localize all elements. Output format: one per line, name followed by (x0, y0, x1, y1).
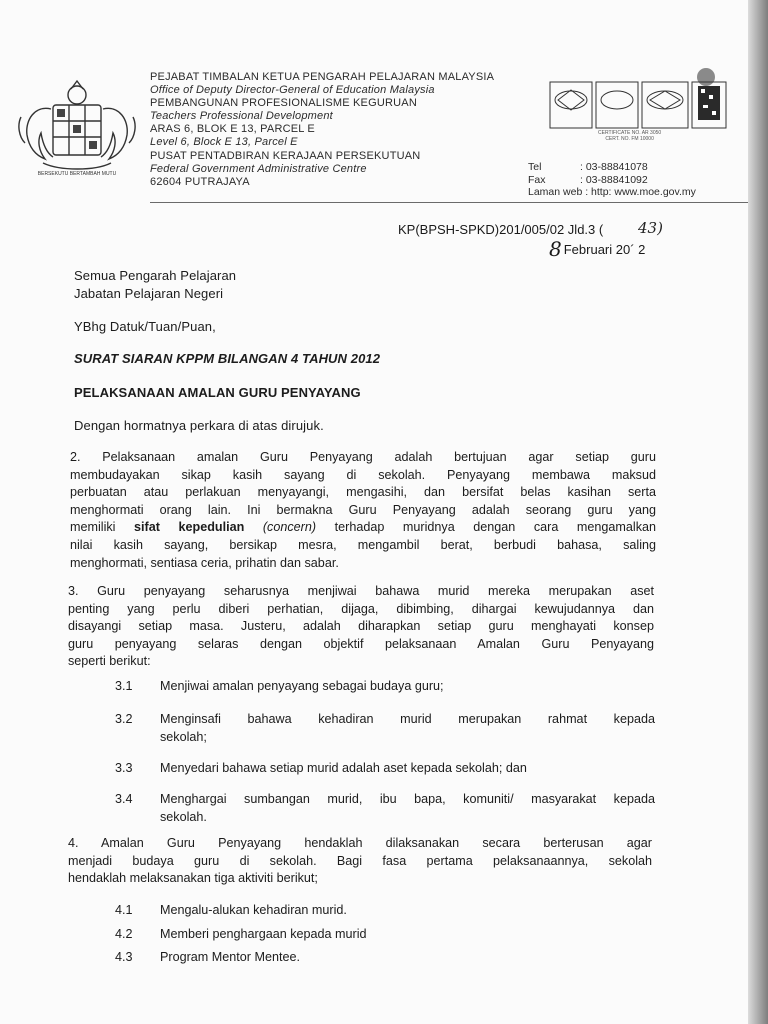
cert-caption-1: CERTIFICATE NO. AR 3050 (598, 130, 662, 136)
address-postcode: 62604 PUTRAJAYA (150, 175, 250, 188)
para3-line: penting yang perlu diberi perhatian, dijaga, dibimbing, dihargai kewujudannya dan (68, 601, 654, 616)
objective-line: Menghargai sumbangan murid, ibu bapa, komuniti/ masyarakat kepada (160, 792, 655, 806)
fax-value: : 03-88841092 (580, 173, 648, 186)
activity-text: Program Mentor Mentee. (160, 950, 300, 964)
cert-caption (598, 130, 661, 142)
objective-number: 3.4 (115, 792, 133, 806)
paragraph-3 (68, 583, 654, 671)
objective-line: sekolah. (160, 809, 207, 824)
objective-item (115, 678, 655, 698)
certification-logos-icon (548, 78, 728, 136)
para4-line: menjadi budaya guru di sekolah. Bagi fasa pertama pelaksanaannya, sekolah (68, 853, 652, 868)
reference-handwritten: 43) (638, 219, 663, 237)
crest-caption: BERSEKUTU BERTAMBAH MUTU (37, 171, 117, 177)
para2-line: 2. Pelaksanaan amalan Guru Penyayang adalah bertujuan agar setiap guru (70, 450, 656, 464)
address-level-en: Level 6, Block E 13, Parcel E (150, 136, 298, 149)
objective-item (115, 791, 655, 827)
scan-edge (748, 0, 768, 1024)
objective-number: 3.2 (115, 712, 133, 726)
para2-line: membudayakan sikap kasih sayang di sekolah. Penyayang membawa maksud (70, 467, 656, 482)
subject-heading: PELAKSANAAN AMALAN GURU PENYAYANG (74, 385, 361, 400)
para2-line: nilai kasih sayang, bersikap mesra, mengambil berat, berbudi bahasa, saling (70, 537, 656, 552)
letter-date (549, 237, 645, 261)
para4-line: 4. Amalan Guru Penyayang hendaklah dilaksanakan secara berterusan agar (68, 836, 652, 850)
para3-line: seperti berikut: (68, 654, 151, 669)
para3-line: guru penyayang selaras dengan objektif pelaksanaan Amalan Guru Penyayang (68, 636, 654, 651)
activity-number: 4.2 (115, 927, 133, 941)
division-name-en: Teachers Professional Development (150, 110, 333, 123)
contact-block (528, 161, 696, 199)
website: Laman web : http: www.moe.gov.my (528, 186, 696, 199)
para2-bold: sifat kepedulian (134, 520, 245, 535)
para2-text: terhadap muridnya dengan cara mengamalkan (316, 520, 656, 535)
activity-number: 4.3 (115, 950, 133, 964)
fax-label: Fax (528, 173, 546, 186)
para3-line: 3. Guru penyayang seharusnya menjiwai bahawa murid mereka merupakan aset (68, 584, 654, 598)
para2-line: menghormati, sentiasa ceria, prihatin dan sabar. (70, 555, 339, 570)
para2-text: memiliki (70, 520, 135, 535)
para2-line: perbuatan atau perlakuan menyayangi, mengasihi, dan bersifat belas kasihan serta (70, 485, 656, 500)
activity-text: Mengalu-alukan kehadiran murid. (160, 903, 347, 917)
recipient-line-2: Jabatan Pelajaran Negeri (74, 286, 224, 301)
objective-line: sekolah; (160, 729, 207, 744)
objective-text (160, 791, 655, 826)
objective-text (160, 711, 655, 746)
date-handwritten: 8 (549, 237, 562, 261)
letterhead (150, 71, 494, 189)
reference-number: KP(BPSH-SPKD)201/005/02 Jld.3 ( (398, 222, 604, 237)
tel-label: Tel (528, 161, 542, 173)
para3-line: disayangi setiap masa. Justeru, adalah diharapkan setiap guru menghayati konsep (68, 619, 654, 634)
header-divider (150, 202, 748, 203)
objective-text: Menyedari bahawa setiap murid adalah aset kepada sekolah; dan (160, 761, 527, 775)
address-level: ARAS 6, BLOK E 13, PARCEL E (150, 123, 315, 136)
activity-number: 4.1 (115, 903, 133, 917)
date-text: Februari 20´ 2 (563, 242, 646, 257)
objective-item (115, 711, 655, 747)
objective-text: Menjiwai amalan penyayang sebagai budaya guru; (160, 679, 444, 693)
address-centre-en: Federal Government Administrative Centre (150, 162, 367, 175)
recipient-line-1: Semua Pengarah Pelajaran (74, 268, 237, 283)
para4-line: hendaklah melaksanakan tiga aktiviti berikut; (68, 871, 318, 886)
activity-text: Memberi penghargaan kepada murid (160, 927, 367, 941)
objective-number: 3.1 (115, 679, 133, 693)
para2-line: menghormati orang lain. Ini bermakna Guru Penyayang adalah seorang guru yang (70, 502, 656, 517)
salutation: YBhg Datuk/Tuan/Puan, (74, 319, 216, 334)
office-name: PEJABAT TIMBALAN KETUA PENGARAH PELAJARAN MALAYSIA (150, 71, 495, 83)
paragraph-4 (68, 835, 652, 888)
address-centre: PUSAT PENTADBIRAN KERAJAAN PERSEKUTUAN (150, 149, 421, 162)
paragraph-2 (70, 449, 656, 572)
activity-item (115, 926, 515, 946)
para2-line (70, 519, 656, 537)
malaysia-crest-icon (15, 75, 145, 183)
activity-item (115, 949, 515, 969)
objective-number: 3.3 (115, 761, 133, 775)
tel-value: : 03-88841078 (580, 161, 648, 173)
activity-item (115, 902, 515, 922)
opening-sentence: Dengan hormatnya perkara di atas dirujuk. (74, 418, 324, 433)
circular-title: SURAT SIARAN KPPM BILANGAN 4 TAHUN 2012 (74, 351, 381, 366)
office-name-en: Office of Deputy Director-General of Education Malaysia (150, 84, 435, 97)
cert-caption-2: CERT. NO. FM 10000 (605, 136, 654, 142)
objective-line: Menginsafi bahawa kehadiran murid merupakan rahmat kepada (160, 712, 655, 726)
objective-item (115, 760, 655, 780)
division-name: PEMBANGUNAN PROFESIONALISME KEGURUAN (150, 97, 417, 110)
para2-italic: (concern) (244, 520, 317, 535)
